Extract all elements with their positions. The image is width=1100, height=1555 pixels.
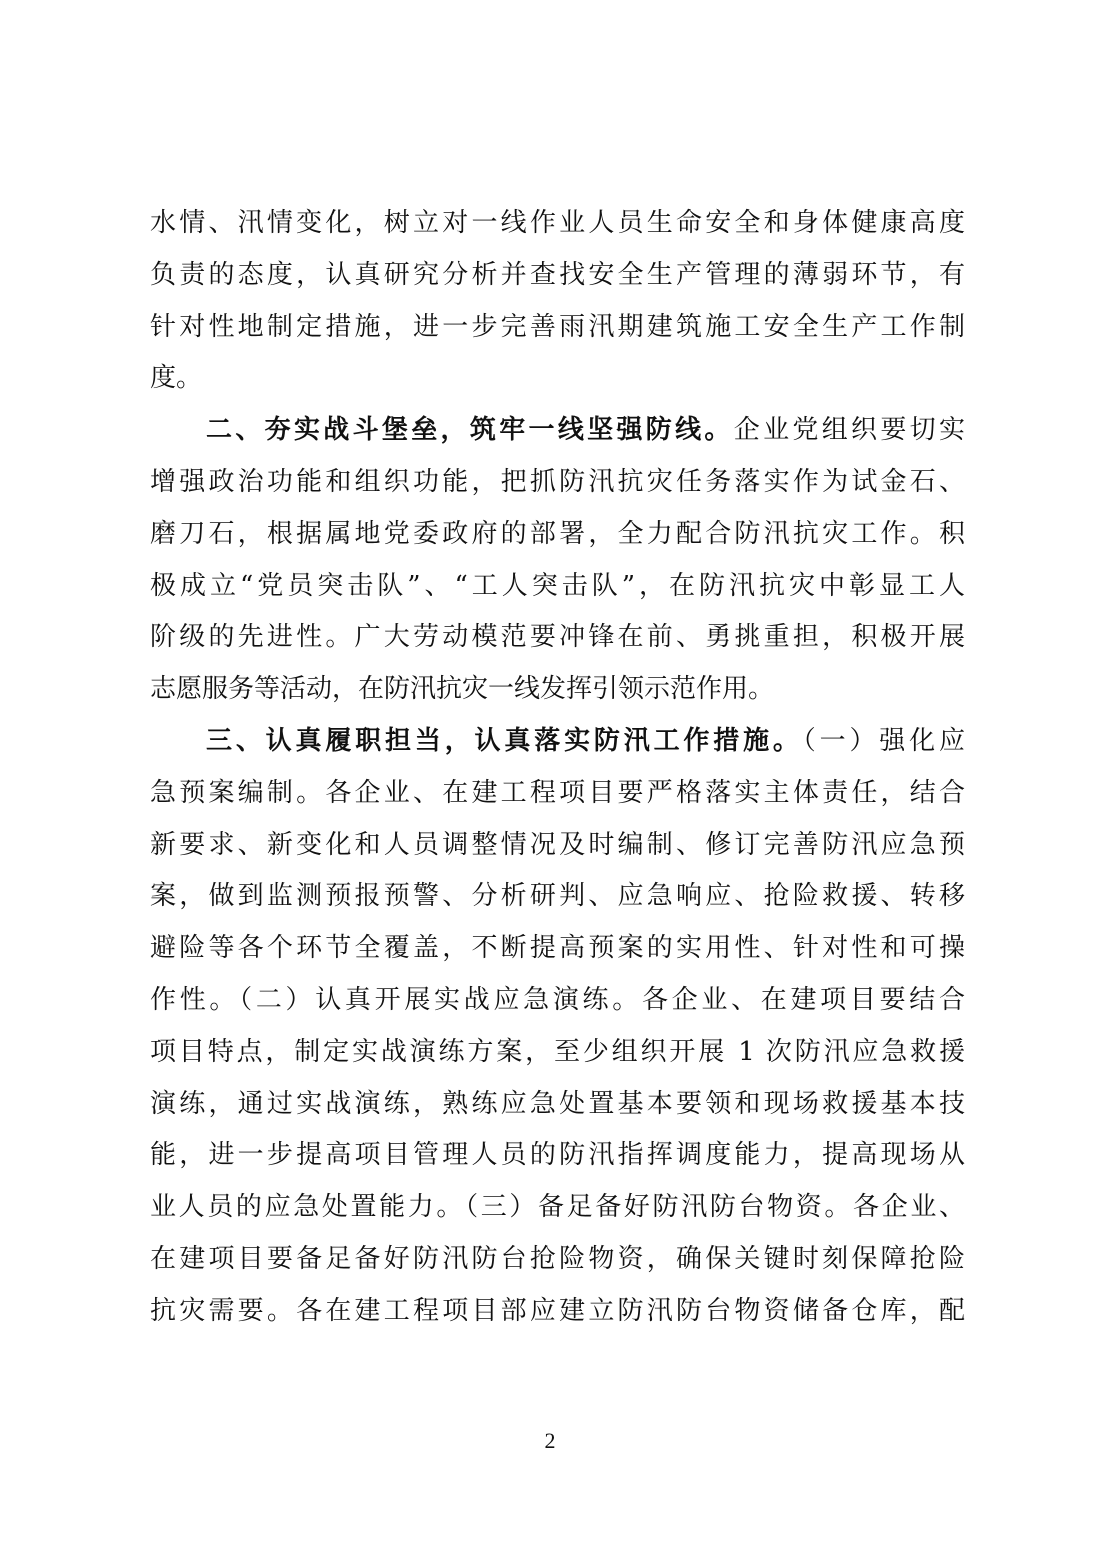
text-line: 志愿服务等活动，在防汛抗灾一线发挥引领示范作用。 xyxy=(150,674,775,705)
section-3-heading: 三、认真履职担当，认真落实防汛工作措施。 xyxy=(206,725,803,756)
text-line: 避险等各个环节全覆盖，不断提高预案的实用性、针对性和可操 xyxy=(150,933,965,964)
text-line: 新要求、新变化和人员调整情况及时编制、修订完善防汛应急预 xyxy=(150,829,965,860)
text-line: 负责的态度，认真研究分析并查找安全生产管理的薄弱环节，有 xyxy=(150,259,965,290)
section-3-first-line-text: （一）强化应 xyxy=(802,725,965,756)
text-line: 作性。（二）认真开展实战应急演练。各企业、在建项目要结合 xyxy=(150,984,965,1015)
text-line: 水情、汛情变化，树立对一线作业人员生命安全和身体健康高度 xyxy=(150,208,965,238)
text-line: 度。 xyxy=(150,363,203,394)
section-2-first-line-text: 企业党组织要切实 xyxy=(733,415,965,446)
section-2-first-line xyxy=(150,405,965,457)
text-line: 业人员的应急处置能力。（三）备足备好防汛防台物资。各企业、 xyxy=(150,1192,965,1223)
text-line: 针对性地制定措施，进一步完善雨汛期建筑施工安全生产工作制 xyxy=(150,311,965,342)
text-line: 能，进一步提高项目管理人员的防汛指挥调度能力，提高现场从 xyxy=(150,1140,965,1171)
text-line: 增强政治功能和组织功能，把抓防汛抗灾任务落实作为试金石、 xyxy=(150,466,965,497)
page-number: 2 xyxy=(544,1428,556,1453)
section-3-first-line xyxy=(150,716,965,768)
text-line: 磨刀石，根据属地党委政府的部署，全力配合防汛抗灾工作。积 xyxy=(150,518,965,549)
text-line: 项目特点，制定实战演练方案，至少组织开展 1 次防汛应急救援 xyxy=(150,1036,965,1067)
body-text xyxy=(150,198,965,1338)
text-line: 演练，通过实战演练，熟练应急处置基本要领和现场救援基本技 xyxy=(150,1088,965,1119)
text-line: 案，做到监测预报预警、分析研判、应急响应、抢险救援、转移 xyxy=(150,881,965,912)
text-line: 在建项目要备足备好防汛防台抢险物资，确保关键时刻保障抢险 xyxy=(150,1243,965,1274)
section-2-heading: 二、夯实战斗堡垒，筑牢一线坚强防线。 xyxy=(206,415,734,446)
text-line: 急预案编制。各企业、在建工程项目要严格落实主体责任，结合 xyxy=(150,777,965,808)
text-line: 极成立“党员突击队”、“工人突击队”，在防汛抗灾中彰显工人 xyxy=(150,570,965,601)
text-line: 抗灾需要。各在建工程项目部应建立防汛防台物资储备仓库，配 xyxy=(150,1295,965,1326)
text-line: 阶级的先进性。广大劳动模范要冲锋在前、勇挑重担，积极开展 xyxy=(150,622,965,653)
